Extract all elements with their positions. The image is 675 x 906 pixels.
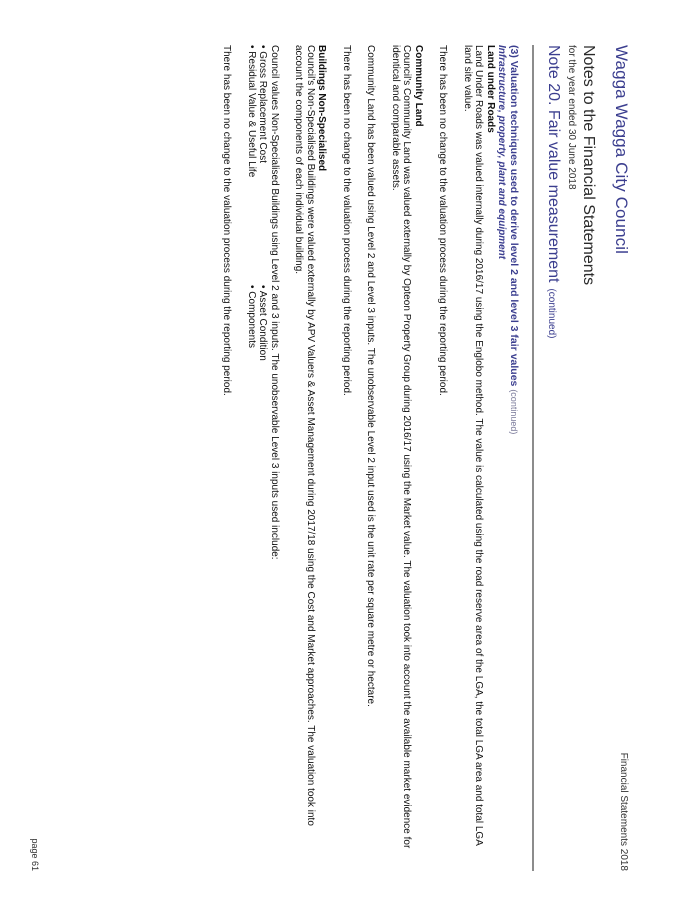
list-item: • Components	[246, 285, 257, 348]
section-subheading: Infrastructure, property, plant and equipment	[496, 45, 508, 260]
community-land-no-change: There has been no change to the valuation process during the reporting period.	[341, 45, 352, 396]
bullet-column-right	[246, 285, 269, 851]
list-item: • Gross Replacement Cost	[257, 45, 269, 163]
notes-title: Notes to the Financial Statements	[580, 45, 597, 286]
community-land-inputs: Community Land has been valued using Level 2 and Level 3 inputs. The unobservable Level 2 input used is the unit rate per square metre or hectare.	[365, 45, 377, 707]
list-item: • Residual Value & Useful Life	[246, 45, 257, 178]
section-heading-text: (3) Valuation techniques used to derive level 2 and level 3 fair values	[508, 45, 520, 387]
land-under-roads-text: Land Under Roads was valued internally during 2016/17 using the Englobo method. The value is calculated using the road reserve area of the LGA, the total LGA area and total LGA land site value.	[462, 45, 485, 846]
page-number: page 61	[30, 838, 40, 871]
community-land-title: Community Land	[413, 45, 424, 127]
note-title-text: Note 20. Fair value measurement	[545, 45, 562, 283]
land-under-roads-no-change: There has been no change to the valuation process during the reporting period.	[437, 45, 449, 396]
bullet-column-left	[246, 45, 269, 285]
note-body	[221, 45, 519, 851]
financial-statements-label: Financial Statements 2018	[618, 752, 629, 871]
note-title	[544, 45, 562, 338]
list-item: • Asset Condition	[257, 285, 269, 361]
buildings-text: Council's Non-Specialised Buildings were valued externally by APV Valuers & Asset Management during 2017/18 using the Cost and Market approaches. The valuation took into account the components of each individual building.	[293, 45, 316, 826]
section-continued-label: (continued)	[509, 389, 519, 435]
notes-subtitle: for the year ended 30 June 2018	[566, 45, 577, 190]
buildings-title: Buildings Non-Specialised	[316, 45, 328, 172]
land-under-roads-title: Land under Roads	[485, 45, 496, 133]
buildings-inputs-list	[246, 45, 269, 851]
community-land-text: Council's Community Land was valued externally by Opteon Property Group during 2016/17 using the Market value. The valuation took into account the available market evidence for identical and comparable assets.	[390, 45, 413, 849]
buildings-inputs-intro: Council values Non-Specialised Buildings using Level 2 and 3 inputs. The unobservable Level 3 inputs used include:	[269, 45, 280, 560]
note-continued-label: (continued)	[546, 288, 557, 339]
organisation-name: Wagga Wagga City Council	[612, 45, 631, 255]
section-heading	[508, 45, 520, 851]
buildings-no-change: There has been no change to the valuation process during the reporting period.	[221, 45, 233, 396]
header-divider	[532, 45, 534, 871]
